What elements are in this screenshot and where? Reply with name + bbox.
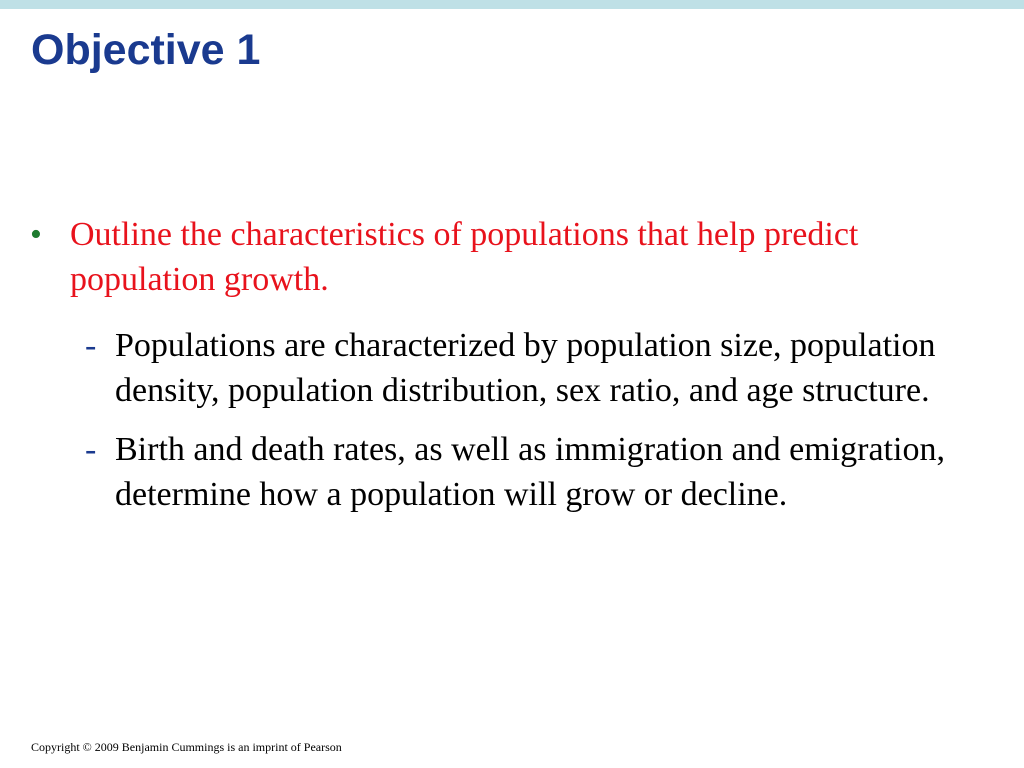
top-accent-bar <box>0 0 1024 9</box>
copyright-footer: Copyright © 2009 Benjamin Cummings is an imprint of Pearson <box>31 740 342 754</box>
bullet-item <box>30 212 1010 302</box>
slide-title: Objective 1 <box>31 26 261 74</box>
sub-bullet-marker: - <box>85 327 97 364</box>
slide-content <box>30 212 1010 517</box>
sub-bullet-item <box>85 427 1010 517</box>
sub-bullet-item <box>85 323 1010 413</box>
bullet-marker: • <box>30 216 42 253</box>
bullet-text: Outline the characteristics of populations that help predict population growth. <box>70 216 859 298</box>
sub-bullet-text: Populations are characterized by population size, population density, population distribution, sex ratio, and age structure. <box>115 327 936 409</box>
sub-bullet-marker: - <box>85 431 97 468</box>
sub-bullet-text: Birth and death rates, as well as immigration and emigration, determine how a population will grow or decline. <box>115 431 945 513</box>
